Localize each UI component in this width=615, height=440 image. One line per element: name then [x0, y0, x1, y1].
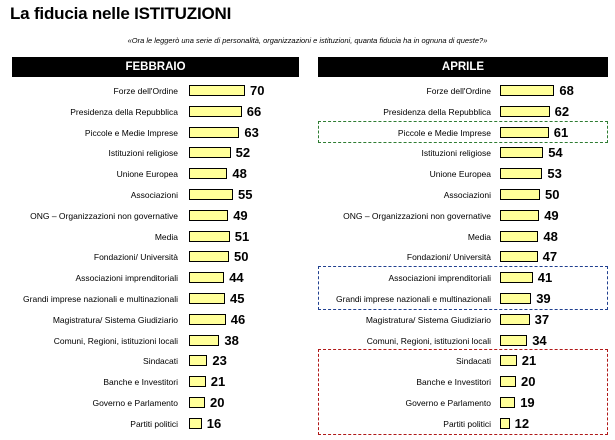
chart-panel-aprile: [318, 57, 608, 431]
bar-row-partiti-politici: [12, 414, 299, 434]
bar-row-istituzioni-religiose: [12, 143, 299, 163]
value-label: 68: [559, 83, 574, 98]
value-label: 20: [210, 395, 225, 410]
bar: [500, 85, 554, 96]
bar-row-magistratura-sistema-giudiziario: [318, 310, 608, 330]
category-label: Banche e Investitori: [416, 377, 491, 388]
category-label: Associazioni: [443, 190, 491, 200]
category-label: Magistratura/ Sistema Giudiziario: [52, 314, 178, 325]
value-label: 50: [545, 187, 560, 202]
bar-row-presidenza-della-repubblica: [12, 102, 299, 122]
value-label: 55: [238, 187, 253, 202]
bar: [500, 189, 540, 200]
highlight-box: [318, 266, 608, 310]
category-label: ONG – Organizzazioni non governative: [30, 210, 178, 221]
bar-row-grandi-imprese-nazionali-e-multinazionali: [12, 289, 299, 309]
bar-row-piccole-e-medie-imprese: [12, 123, 299, 143]
category-label: Governo e Parlamento: [92, 398, 178, 408]
bar: [500, 106, 550, 117]
category-label: Grandi imprese nazionali e multinazionali: [336, 294, 491, 304]
category-label: Governo e Parlamento: [405, 398, 491, 408]
value-label: 39: [536, 291, 551, 306]
value-label: 48: [232, 166, 247, 182]
value-label: 46: [230, 311, 246, 327]
category-label: Media: [154, 231, 178, 242]
category-label: Media: [467, 231, 491, 242]
category-label: Comuni, Regioni, istituzioni locali: [53, 335, 178, 346]
bar: [189, 293, 225, 304]
category-label: Associazioni: [130, 190, 178, 200]
bar: [189, 251, 229, 262]
chart-panel-febbraio: [12, 57, 299, 431]
bar-row-sindacati: [12, 351, 299, 371]
bar-row-fondazioni-universita: [12, 247, 299, 267]
bar-row-presidenza-della-repubblica: [318, 102, 608, 122]
bar: [189, 397, 205, 408]
bar: [189, 85, 245, 96]
category-label: Piccole e Medie Imprese: [397, 127, 491, 138]
category-label: Partiti politici: [443, 418, 491, 429]
value-label: 21: [521, 353, 537, 369]
bar: [189, 418, 202, 429]
value-label: 41: [537, 270, 553, 286]
category-label: Associazioni imprenditoriali: [388, 273, 491, 284]
bar-row-istituzioni-religiose: [318, 143, 608, 163]
bar-row-forze-dell-ordine: [318, 81, 608, 101]
bar: [189, 168, 227, 179]
value-label: 47: [542, 249, 558, 265]
category-label: Presidenza della Repubblica: [383, 106, 491, 117]
category-label: Grandi imprese nazionali e multinazionali: [23, 294, 178, 304]
value-label: 12: [514, 415, 530, 431]
bar-row-unione-europea: [12, 164, 299, 184]
bar-row-fondazioni-universita: [318, 247, 608, 267]
bar: [189, 210, 228, 221]
bar-row-ong-organizzazioni-non-governative: [318, 206, 608, 226]
bar-row-unione-europea: [318, 164, 608, 184]
category-label: Forze dell'Ordine: [426, 86, 491, 96]
value-label: 50: [234, 249, 249, 265]
highlight-box: [318, 121, 608, 144]
value-label: 49: [233, 207, 248, 223]
bar-row-associazioni: [318, 185, 608, 205]
survey-question: «Ora le leggerò una serie di personalità, organizzazioni e istituzioni, quanta fiducia ha in ognuna di queste?»: [127, 36, 488, 45]
value-label: 45: [230, 291, 245, 306]
bar-row-governo-e-parlamento: [12, 393, 299, 413]
category-label: Sindacati: [143, 356, 178, 367]
bar-row-ong-organizzazioni-non-governative: [12, 206, 299, 226]
bar: [189, 147, 231, 158]
category-label: Partiti politici: [130, 418, 178, 429]
category-label: Comuni, Regioni, istituzioni locali: [366, 335, 491, 346]
category-label: ONG – Organizzazioni non governative: [343, 210, 491, 221]
value-label: 44: [229, 270, 244, 286]
value-label: 38: [224, 332, 239, 348]
value-label: 63: [244, 124, 259, 140]
value-label: 70: [250, 83, 265, 98]
value-label: 23: [212, 353, 227, 369]
bar: [500, 168, 542, 179]
bar: [500, 251, 538, 262]
category-label: Presidenza della Repubblica: [70, 106, 178, 117]
bar: [500, 314, 530, 325]
bar: [189, 127, 239, 138]
value-label: 34: [532, 332, 547, 348]
category-label: Magistratura/ Sistema Giudiziario: [365, 314, 491, 325]
value-label: 48: [543, 228, 558, 244]
chart-title-febbraio: FEBBRAIO: [12, 57, 299, 77]
value-label: 52: [235, 145, 251, 161]
category-label: Unione Europea: [429, 169, 491, 180]
value-label: 21: [210, 374, 226, 390]
highlight-box: [318, 349, 608, 434]
category-label: Associazioni imprenditoriali: [75, 273, 178, 284]
bar: [500, 231, 538, 242]
value-label: 61: [553, 124, 569, 140]
bar-row-forze-dell-ordine: [12, 81, 299, 101]
value-label: 54: [548, 145, 563, 161]
category-label: Sindacati: [456, 356, 491, 367]
bar-row-associazioni: [12, 185, 299, 205]
value-label: 66: [246, 103, 262, 119]
bar-row-comuni-regioni-istituzioni-locali: [12, 331, 299, 351]
bar: [189, 335, 219, 346]
bar: [189, 189, 233, 200]
bar: [189, 272, 224, 283]
bar-row-banche-e-investitori: [12, 372, 299, 392]
bar-row-media: [318, 227, 608, 247]
bar: [189, 314, 226, 325]
bar: [500, 210, 539, 221]
category-label: Forze dell'Ordine: [113, 86, 178, 96]
bar: [189, 231, 230, 242]
bar: [500, 147, 543, 158]
category-label: Istituzioni religiose: [421, 148, 491, 159]
value-label: 19: [520, 395, 535, 410]
category-label: Istituzioni religiose: [108, 148, 178, 159]
bar-row-associazioni-imprenditoriali: [12, 268, 299, 288]
value-label: 16: [206, 415, 222, 431]
bar: [500, 335, 527, 346]
bar: [189, 355, 207, 366]
category-label: Fondazioni/ Università: [406, 252, 491, 263]
chart-title-aprile: APRILE: [318, 57, 608, 77]
bar-row-media: [12, 227, 299, 247]
category-label: Piccole e Medie Imprese: [84, 127, 178, 138]
value-label: 53: [547, 166, 562, 182]
value-label: 49: [544, 207, 559, 223]
value-label: 62: [554, 103, 570, 119]
value-label: 51: [234, 228, 250, 244]
bar-row-comuni-regioni-istituzioni-locali: [318, 331, 608, 351]
page-title: La fiducia nelle ISTITUZIONI: [10, 4, 232, 23]
category-label: Fondazioni/ Università: [93, 252, 178, 263]
bar: [189, 376, 206, 387]
bar: [189, 106, 242, 117]
category-label: Banche e Investitori: [103, 377, 178, 388]
value-label: 37: [534, 311, 550, 327]
category-label: Unione Europea: [116, 169, 178, 180]
value-label: 20: [521, 374, 536, 390]
bar-row-magistratura-sistema-giudiziario: [12, 310, 299, 330]
